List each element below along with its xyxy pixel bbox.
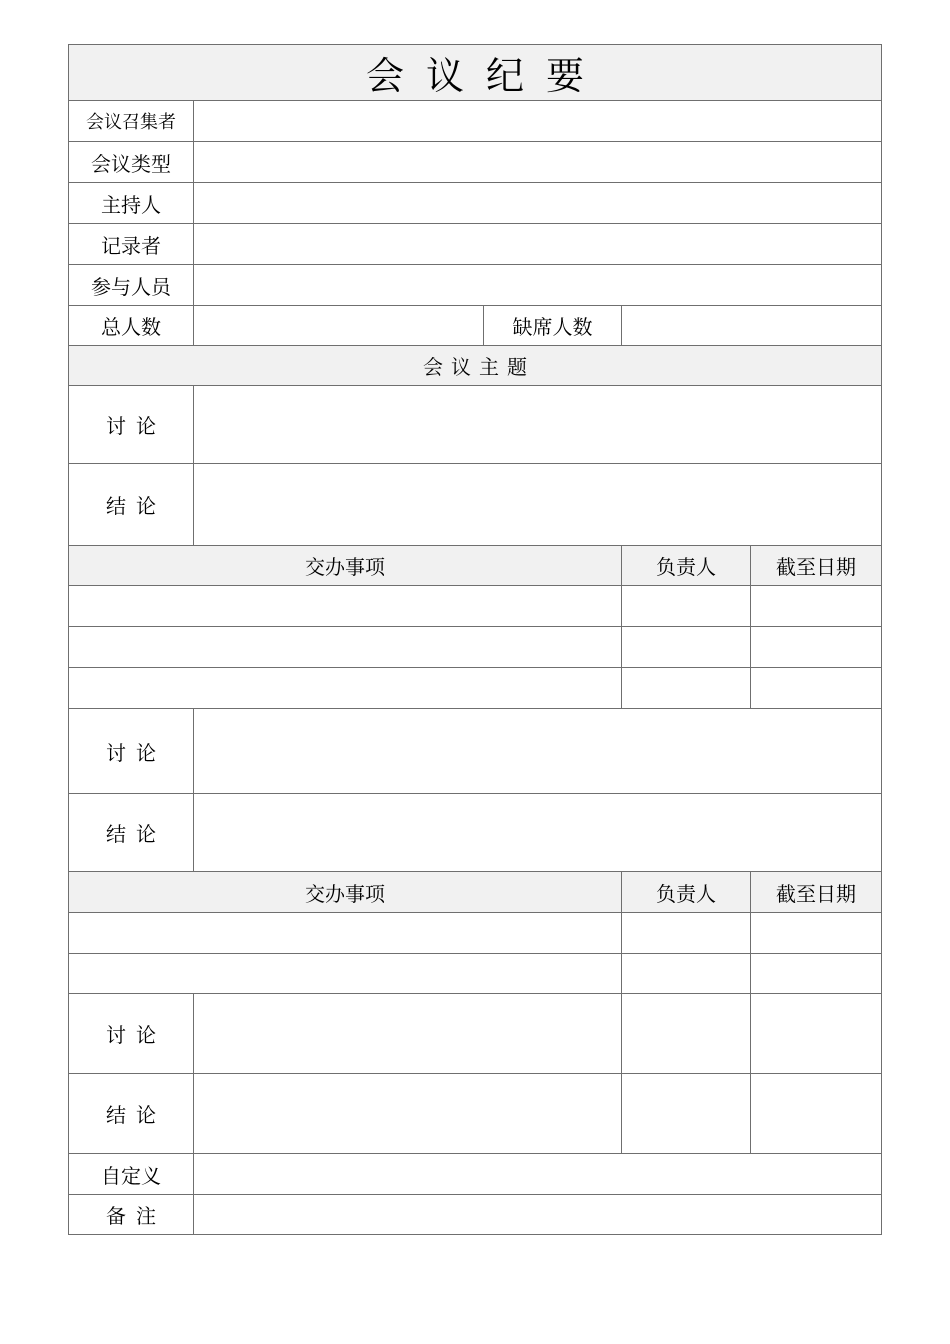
conclusion-field-3[interactable] xyxy=(193,1073,622,1154)
topic-header: 会议主题 xyxy=(68,345,882,386)
discussion-field-3[interactable] xyxy=(193,993,622,1074)
owner-cell[interactable] xyxy=(621,953,751,994)
absent-count-label: 缺席人数 xyxy=(483,305,622,346)
discussion-label-3: 讨论 xyxy=(68,993,194,1074)
total-count-field[interactable] xyxy=(193,305,484,346)
participants-label: 参与人员 xyxy=(68,264,194,306)
discussion-label-2: 讨论 xyxy=(68,708,194,794)
conclusion-label-2: 结论 xyxy=(68,793,194,872)
conclusion-label-3: 结论 xyxy=(68,1073,194,1154)
convener-label: 会议召集者 xyxy=(68,100,194,142)
meeting-type-label: 会议类型 xyxy=(68,141,194,183)
owner-cell[interactable] xyxy=(621,626,751,668)
due-date-cell[interactable] xyxy=(750,993,882,1074)
task-cell[interactable] xyxy=(68,585,622,627)
task-cell[interactable] xyxy=(68,667,622,709)
task-cell[interactable] xyxy=(68,953,622,994)
owner-cell[interactable] xyxy=(621,993,751,1074)
total-count-label: 总人数 xyxy=(68,305,194,346)
owner-col-header-1: 负责人 xyxy=(621,545,751,586)
custom-label: 自定义 xyxy=(68,1153,194,1195)
absent-count-field[interactable] xyxy=(621,305,882,346)
owner-cell[interactable] xyxy=(621,667,751,709)
discussion-field-1[interactable] xyxy=(193,385,882,464)
task-col-header-1: 交办事项 xyxy=(68,545,622,586)
due-date-col-header-2: 截至日期 xyxy=(750,871,882,913)
task-cell[interactable] xyxy=(68,626,622,668)
due-date-cell[interactable] xyxy=(750,912,882,954)
due-date-cell[interactable] xyxy=(750,1073,882,1154)
conclusion-field-2[interactable] xyxy=(193,793,882,872)
meeting-type-field[interactable] xyxy=(193,141,882,183)
convener-field[interactable] xyxy=(193,100,882,142)
due-date-cell[interactable] xyxy=(750,626,882,668)
due-date-cell[interactable] xyxy=(750,953,882,994)
custom-field[interactable] xyxy=(193,1153,882,1195)
due-date-col-header-1: 截至日期 xyxy=(750,545,882,586)
host-label: 主持人 xyxy=(68,182,194,224)
owner-col-header-2: 负责人 xyxy=(621,871,751,913)
owner-cell[interactable] xyxy=(621,1073,751,1154)
due-date-cell[interactable] xyxy=(750,667,882,709)
task-cell[interactable] xyxy=(68,912,622,954)
owner-cell[interactable] xyxy=(621,585,751,627)
recorder-label: 记录者 xyxy=(68,223,194,265)
due-date-cell[interactable] xyxy=(750,585,882,627)
conclusion-label-1: 结论 xyxy=(68,463,194,546)
task-col-header-2: 交办事项 xyxy=(68,871,622,913)
recorder-field[interactable] xyxy=(193,223,882,265)
conclusion-field-1[interactable] xyxy=(193,463,882,546)
remarks-label: 备注 xyxy=(68,1194,194,1235)
discussion-field-2[interactable] xyxy=(193,708,882,794)
remarks-field[interactable] xyxy=(193,1194,882,1235)
discussion-label-1: 讨论 xyxy=(68,385,194,464)
participants-field[interactable] xyxy=(193,264,882,306)
meeting-minutes-form xyxy=(68,44,882,1235)
owner-cell[interactable] xyxy=(621,912,751,954)
form-title: 会议纪要 xyxy=(68,44,882,101)
host-field[interactable] xyxy=(193,182,882,224)
